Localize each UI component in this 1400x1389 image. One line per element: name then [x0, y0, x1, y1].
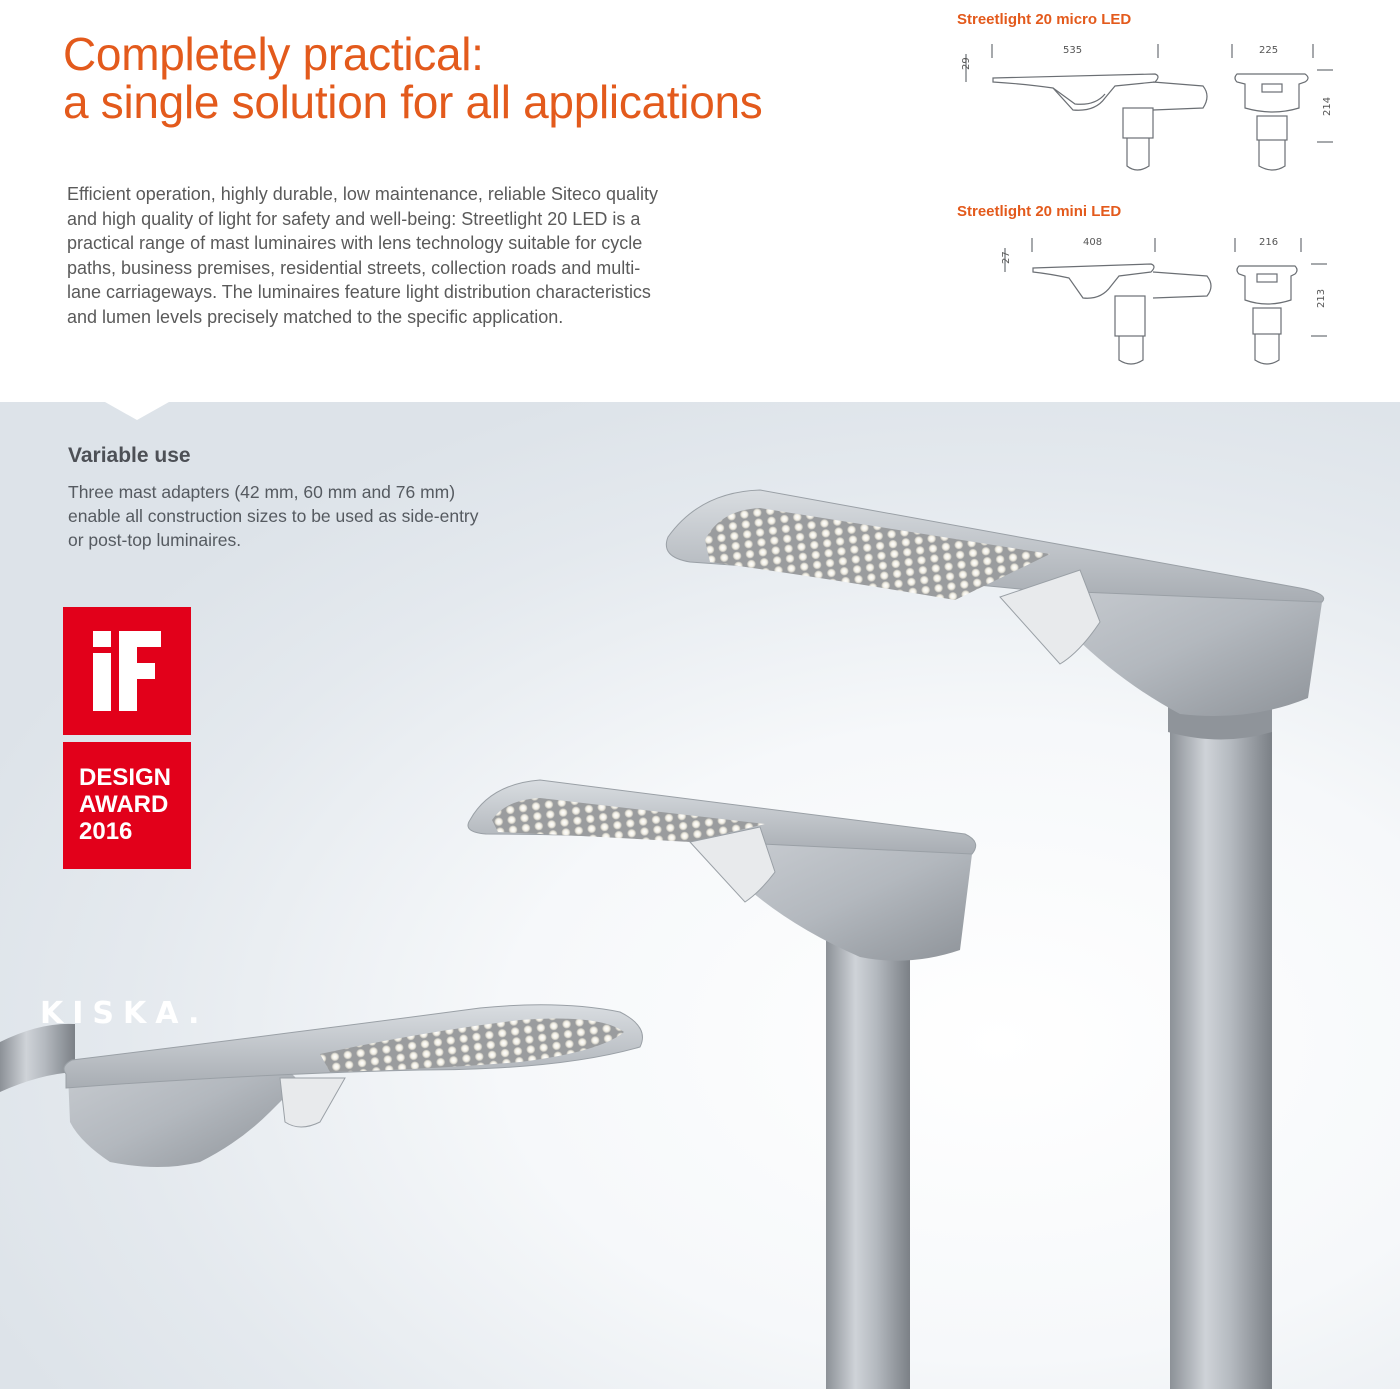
pole-medium — [826, 942, 910, 1389]
intro-paragraph: Efficient operation, highly durable, low maintenance, reliable Siteco quality and high quality of light for safety and well-being: Streetlight 20 LED is a practical range of mast luminaires with lens technology suitable for cycle paths, business premises, residential streets, collection roads and multi-lane carriageways. The luminaires feature light distribution characteristics and lumen levels precisely matched to the specific application. — [67, 184, 659, 327]
title-line-2: a single solution for all applications — [63, 76, 763, 128]
award-line-1: DESIGN — [79, 764, 172, 791]
dim-depth-mini: 213 — [1316, 288, 1327, 308]
luminaire-large — [666, 490, 1323, 1389]
luminaire-medium — [468, 780, 976, 1389]
dim-height-mini: 27 — [1001, 251, 1012, 264]
variable-use-title: Variable use — [68, 444, 191, 467]
arm-small — [0, 1024, 75, 1092]
brand-logo: KISKA. — [40, 996, 209, 1031]
page-title — [63, 30, 762, 126]
dim-length-micro: 535 — [1063, 45, 1083, 56]
dimension-drawing-micro — [955, 36, 1355, 186]
streetlight-product-illustration — [0, 402, 1400, 1389]
award-line-2: AWARD — [79, 791, 169, 818]
variable-use-text: Three mast adapters (42 mm, 60 mm and 76 mm) enable all construction sizes to be used as side-entry or post-top luminaires. — [68, 482, 479, 550]
pole-large — [1170, 702, 1272, 1389]
dim-depth-micro: 214 — [1322, 96, 1333, 116]
spec-title-mini: Streetlight 20 mini LED — [957, 203, 1122, 220]
dim-width-micro: 225 — [1259, 45, 1279, 56]
dim-height-micro: 29 — [961, 57, 972, 70]
dimension-drawing-mini — [955, 228, 1355, 378]
dim-length-mini: 408 — [1083, 237, 1103, 248]
award-line-3: 2016 — [79, 818, 133, 845]
title-line-1: Completely practical: — [63, 28, 484, 80]
spec-title-micro: Streetlight 20 micro LED — [957, 11, 1132, 28]
dim-width-mini: 216 — [1259, 237, 1279, 248]
